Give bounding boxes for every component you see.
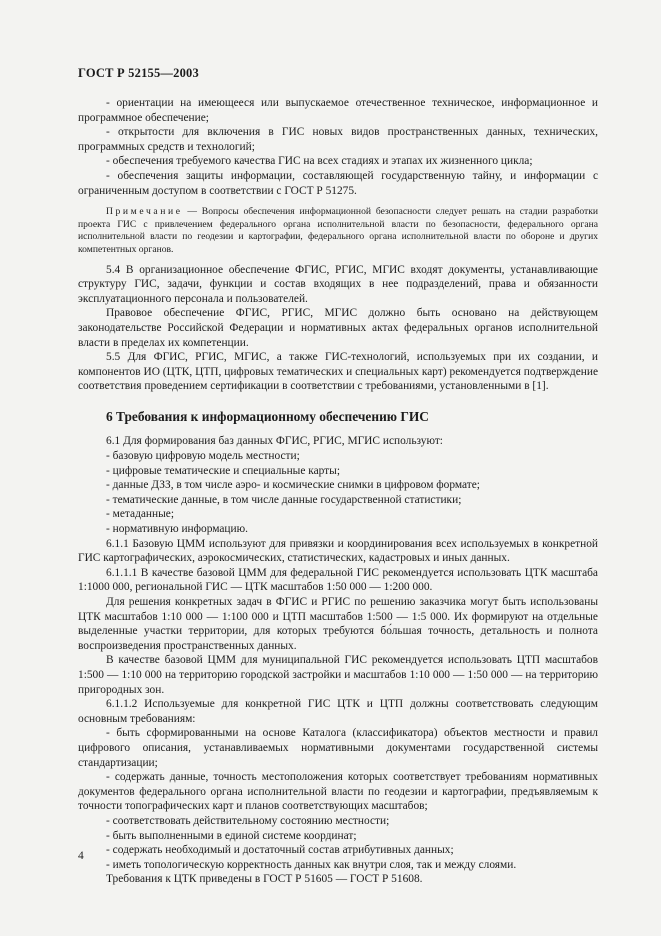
list-item: - базовую цифровую модель местности; [106,450,300,463]
paragraph: Требования к ЦТК приведены в ГОСТ Р 51605 — ГОСТ Р 51608. [106,873,423,886]
page-number: 4 [78,850,84,862]
list-item: - нормативную информацию. [106,523,248,536]
clause-5-5: 5.5 Для ФГИС, РГИС, МГИС, а также ГИС-технологий, используемых при их создании, и компонентов ИО (ЦТК, ЦТП, цифровых тематических и специальных карт) рекомендуется подтверждение соответствия проведением сертификации в соответствии с требованиями, установленными в [1]. [78,351,598,393]
list-item: - быть выполненными в единой системе координат; [106,829,357,842]
document-body [78,96,598,887]
section-heading: 6 Требования к информационному обеспечению ГИС [106,408,429,424]
paragraph: Для решения конкретных задач в ФГИС и РГИС по решению заказчика могут быть использованы ЦТК масштабов 1:10 000 — 1:100 000 и ЦТП масштабов 1:500 — 1:5 000. Их формируют на отдельные выделенные участки территории, для которых требуются бо́льшая точность, детальность и полнота воспроизведения пространственных данных. [78,596,598,652]
list-item: - метаданные; [106,508,174,521]
clause-6-1: 6.1 Для формирования баз данных ФГИС, РГИС, МГИС используют: [106,435,443,448]
list-item: - ориентации на имеющееся или выпускаемое отечественное техническое, информационное и программное обеспечение; [78,97,598,124]
list-item: - содержать данные, точность местоположения которых соответствует требованиям нормативных документов федерального органа исполнительной власти по геодезии и картографии, предъявляемым к точности топографических карт и планов соответствующих масштабов; [78,771,598,813]
list-item: - соответствовать действительному состоянию местности; [106,814,390,827]
list-item: - тематические данные, в том числе данные государственной статистики; [106,493,462,506]
clause-5-4: 5.4 В организационное обеспечение ФГИС, РГИС, МГИС входят документы, устанавливающие структуру ГИС, задачи, функции и состав входящих в нее подразделений, права и обязанности эксплуатационного персонала и пользователей. [78,263,598,305]
note-label: Примечание [106,206,183,218]
note-text: — Вопросы обеспечения информационной безопасности следует решать на стадии разработки проекта ГИС с привлечением федерального органа исполнительной власти по безопасности, федерального органа исполнительной власти по геодезии и картографии, федерального органа исполнительной власти по обороне и других компетентных органов. [78,206,598,255]
list-item: - обеспечения защиты информации, составляющей государственную тайну, и информации с ограниченным доступом в соответствии с ГОСТ Р 51275. [78,169,598,197]
list-item: - содержать необходимый и достаточный состав атрибутивных данных; [106,844,454,857]
list-item: - иметь топологическую корректность данных как внутри слоя, так и между слоями. [106,858,517,871]
list-item: - цифровые тематические и специальные карты; [106,464,340,477]
legal-paragraph: Правовое обеспечение ФГИС, РГИС, МГИС должно быть основано на действующем законодательстве Российской Федерации и нормативных актах федеральных органов исполнительной власти в пределах их компетенции. [78,307,598,349]
paragraph: В качестве базовой ЦММ для муниципальной ГИС рекомендуется использовать ЦТП масштабов 1:500 — 1:10 000 на территорию городской застройки и масштабов 1:10 000 — 1:50 000 — на территорию пригородных зон. [78,654,598,696]
clause-6-1-1-2: 6.1.1.2 Используемые для конкретной ГИС ЦТК и ЦТП должны соответствовать следующим основным требованиям: [78,698,598,725]
note-paragraph [78,206,598,256]
list-item: - данные ДЗЗ, в том числе аэро- и космические снимки в цифровом формате; [106,479,480,492]
clause-6-1-1: 6.1.1 Базовую ЦММ используют для привязки и координирования всех используемых в конкретной ГИС картографических, аэрокосмических, статистических, кадастровых и иных данных. [78,537,598,565]
list-item: - открытости для включения в ГИС новых видов пространственных данных, технических, программных средств и технологий; [78,126,598,153]
clause-6-1-1-1: 6.1.1.1 В качестве базовой ЦММ для федеральной ГИС рекомендуется использовать ЦТК масштаба 1:1000 000, региональной ГИС — ЦТК масштабов 1:50 000 — 1:200 000. [78,566,598,594]
list-item: - обеспечения требуемого качества ГИС на всех стадиях и этапах их жизненного цикла; [106,155,533,168]
document-code-header: ГОСТ Р 52155—2003 [78,66,199,80]
list-item: - быть сформированными на основе Каталога (классификатора) объектов местности и правил цифрового описания, устанавливаемых нормативными документами государственной системы стандартизации; [78,727,598,769]
